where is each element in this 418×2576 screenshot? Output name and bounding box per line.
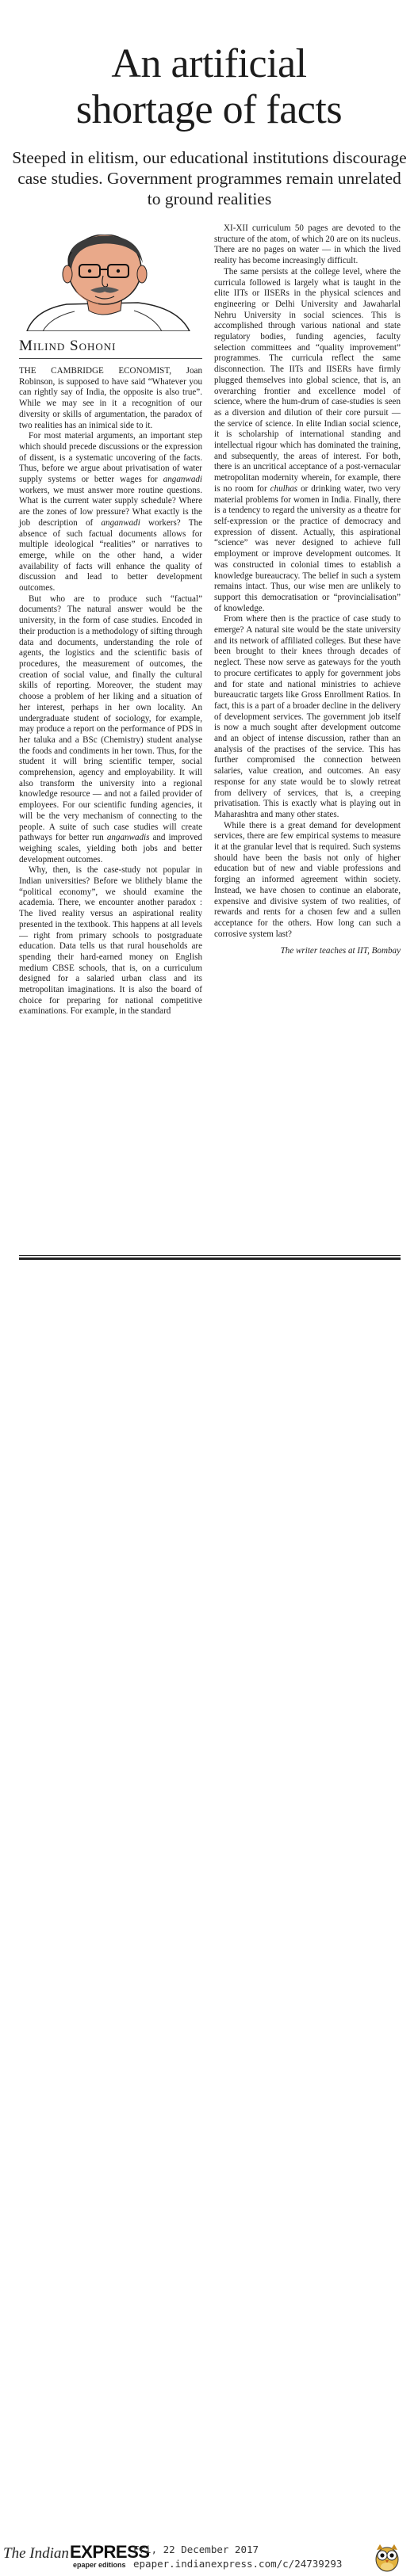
logo-express: EXPRESS [70,2542,150,2562]
epaper-editions-label: epaper editions [73,2561,126,2569]
epaper-footer [0,1269,418,2570]
paragraph: From where then is the practice of case study to emerge? A natural site would be the state university and its network of affiliated colleges. But these have been brought to their knees through decades of neglect. These now serve as gateways for the youth to procure certificates to apply for government jobs and for state and national ministries to achieve bureaucratic targets like Gross Enrollment Ratios. In fact, this is a part of a broader decline in the delivery of development services. The government job itself is now a much sought after development outcome and an object of intense discussion, rather than an analysis of the practises of the service. This has further compromised the connection between salaries, value creation, and outcomes. An easy response for any state would be to slowly retreat from delivery of services, that is, a creeping privatisation. This is exactly what is playing out in Maharashtra and many other states. [214,614,401,819]
edition-date: Fri, 22 December 2017 [133,2544,259,2555]
paragraph: But who are to produce such “factual” documents? The natural answer would be the university, in the form of case studies. Encoded in their production is a methodology of sifting through data and documents, understanding the role of agents, the logistics and the scientific basis of procedures, the measurement of outcomes, the creation of social value, and finally the cultural skills of reporting. Moreover, the student may choose a problem of her liking and a situation of her interest, perhaps in her own locality. An undergraduate student of sociology, for example, may produce a report on the performance of PDS in her taluka and a BSc (Chemistry) student analyse the foods and condiments in her town. Thus, for the student it will bring scientific temper, social comprehension, agency and employability. It will also transform the university into a regional knowledge resource — and not a failed provider of employees. For our scientific funding agencies, it will be the very mechanism of connecting to the people. A suite of such case studies will create pathways for better run anganwadis and improved weighing scales, yielding both jobs and better development outcomes. [19,593,202,864]
byline-divider [19,358,202,359]
owl-mascot-icon [373,2542,401,2572]
paragraph: While there is a great demand for development services, there are few empirical systems to measure it at the granular level that is required. Such systems should have been the basis not only of higher education but of new and viable professions and forging an informed agreement within society. Instead, we have chosen to continue an elaborate, expensive and divisive system of two realities, of rewards and rents for a chosen few and a sullen acceptance for the others. How long can such a corrosive system last? [214,820,401,939]
paragraph: The same persists at the college level, where the curricula followed is largely what is taught in the elite IITs or IISERs in the physical sciences and engineering or Delhi University and Jawaharlal Nehru University in social sciences. This is accomplished through various national and state regulatory bodies, funding agencies, faculty selection committees and “quality improvement” programmes. The curricula reflect the same disconnection. The IITs and IISERs have firmly plugged themselves into global science, that is, an overarching frontier and excellence model of science, where the hum-drum of case-studies is seen as a diversion and dilution of their core pursuit — the service of science. In elite Indian social science, it is scholarship of international standing and intellectual rigour which has dominated the training, and subsequently, the areas of interest. For both, there is an uncritical acceptance of a post-vernacular metropolitan modernity wherein, for example, there is no room for chulhas or drinking water, two very material problems for women in India. Finally, there is a tendency to regard the university as a theatre for self-expression or the practice of democracy and expression of dissent. Actually, this aspirational “science” was never designed to achieve full employment or improve development outcomes. It was constructed in colonial times to establish a knowledge bureaucracy. The belief in such a system remains intact. Thus, our wise men are unlikely to support this democratisation or “provincialisation” of knowledge. [214,266,401,613]
headline-line-2: shortage of facts [75,87,343,132]
deck-subheadline: Steeped in elitism, our educational institutions discourage case studies. Government programmes remain unrelated to ground realities [12,148,407,208]
bottom-divider-thick [19,1257,401,1260]
paragraph: For most material arguments, an important step which should precede discussions or the expression of dissent, is a systematic uncovering of the facts. Thus, before we argue about privatisation of water supply systems or better wages for anganwadi workers, we must answer more routine questions. What is the current water supply schedule? Where are the zones of low pressure? What exactly is the job description of anganwadi workers? The absence of such factual documents allows for multiple ideological “realities” or narratives to emerge, while on the other hand, a wider availability of facts will enhance the quality of discussion and lead to better development outcomes. [19,431,202,593]
logo-the-indian: The Indian [3,2545,69,2562]
paragraph: XI-XII curriculum 50 pages are devoted to the structure of the atom, of which 20 are on its nucleus. There are no pages on water — in which the lived reality has become increasingly difficult. [214,223,401,266]
left-text-column [19,366,202,1017]
author-portrait-icon [19,235,201,331]
headline [16,41,402,133]
bottom-divider [19,1255,401,1256]
paragraph: THE CAMBRIDGE ECONOMIST, Joan Robinson, is supposed to have said “Whatever you can rightly say of India, the opposite is also true”. While we may see in it a recognition of our diversity or skills of argumentation, the paradox of two realities has an inimical side to it. [19,366,202,430]
paragraph: Why, then, is the case-study not popular in Indian universities? Before we blithely blame the “political economy”, we should examine the academia. There, we encounter another paradox : The lived reality versus an aspirational reality presented in the textbook. This happens at all levels — right from primary schools to postgraduate education. Data tells us that rural households are spending their hard-earned money on English medium CBSE schools, that is, on a curriculum designed for a salaried urban class and its metropolitan imaginations. It is also the board of choice for preparing for national competitive examinations. For example, in the standard [19,865,202,1017]
epaper-link[interactable]: epaper.indianexpress.com/c/24739293 [133,2558,343,2570]
headline-line-1: An artificial [111,41,307,86]
right-text-column [214,223,401,957]
top-cropped-strip [0,0,418,6]
author-byline: Milind Sohoni [19,338,117,354]
author-signature: The writer teaches at IIT, Bombay [280,946,401,956]
